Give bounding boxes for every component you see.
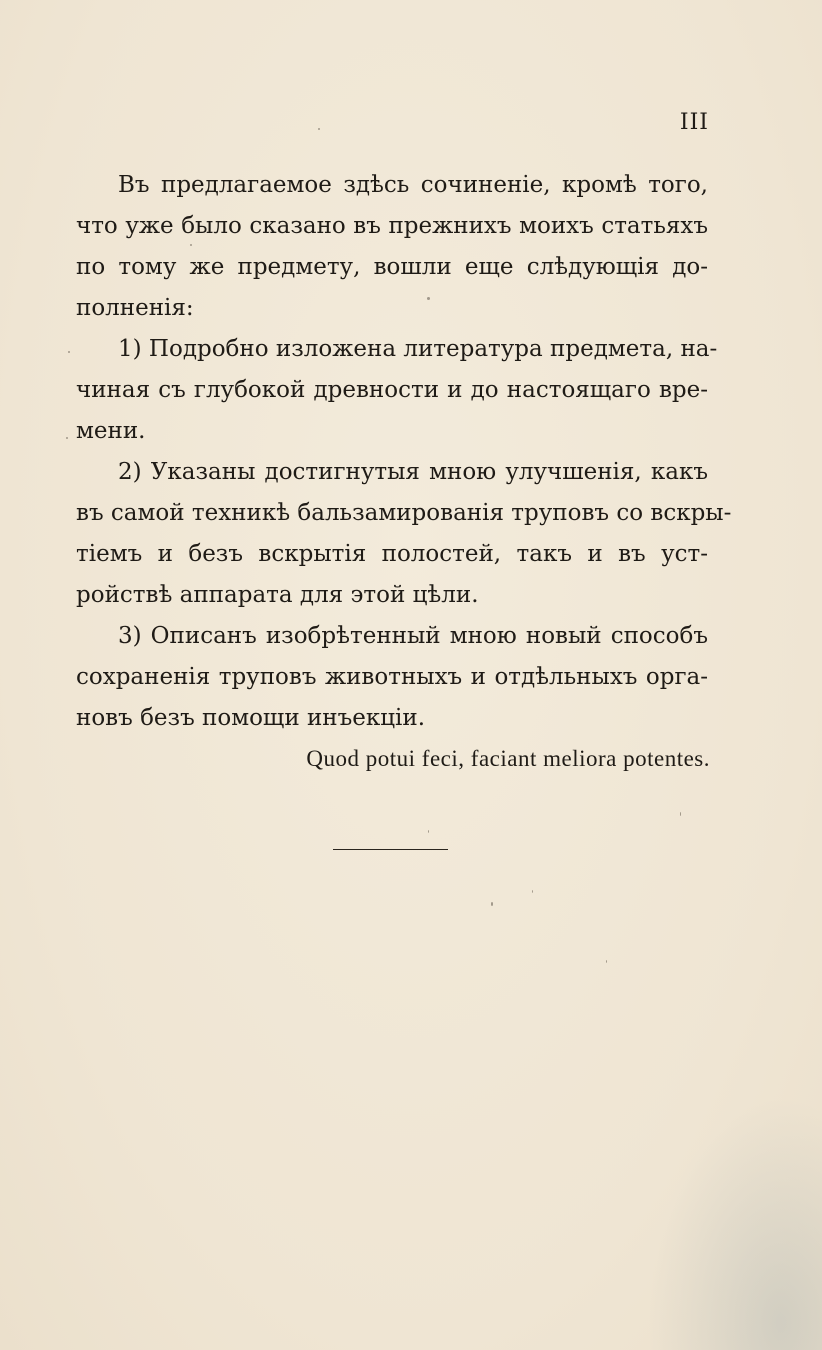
- list-item-2: [76, 452, 732, 616]
- text-line: въ самой техникѣ бальзамированія труповъ со вскры-: [76, 500, 732, 526]
- preface-text: [76, 165, 732, 739]
- text-line: чиная съ глубокой древности и до настоящаго вре-: [76, 377, 708, 403]
- paper-speck: [680, 812, 681, 816]
- text-line: ройствѣ аппарата для этой цѣли.: [76, 582, 479, 608]
- paper-speck: [318, 128, 320, 130]
- text-line: Въ предлагаемое здѣсь сочиненіе, кромѣ того,: [118, 172, 708, 198]
- section-divider: [333, 849, 448, 850]
- paper-speck: [532, 890, 533, 893]
- text-line: сохраненія труповъ животныхъ и отдѣльныхъ орга-: [76, 664, 708, 690]
- page-number: III: [679, 110, 709, 135]
- text-line: 1) Подробно изложена литература предмета, на-: [118, 336, 718, 362]
- text-line: мени.: [76, 418, 146, 444]
- text-line: полненія:: [76, 295, 194, 321]
- paper-speck: [66, 437, 68, 439]
- text-line: новъ безъ помощи инъекціи.: [76, 705, 426, 731]
- list-item-3: [76, 616, 708, 739]
- text-line: тіемъ и безъ вскрытія полостей, такъ и въ уст-: [76, 541, 708, 567]
- text-line: 3) Описанъ изобрѣтенный мною новый способъ: [118, 623, 708, 649]
- text-line: по тому же предмету, вошли еще слѣдующія до-: [76, 254, 708, 280]
- paper-speck: [427, 297, 430, 300]
- text-line: 2) Указаны достигнутыя мною улучшенія, какъ: [118, 459, 708, 485]
- paper-speck: [491, 902, 493, 906]
- text-line: что уже было сказано въ прежнихъ моихъ статьяхъ: [76, 213, 708, 239]
- list-item-1: [76, 329, 718, 452]
- paper-speck: [190, 244, 192, 246]
- latin-epigraph: Quod potui feci, faciant meliora potentes.: [306, 746, 710, 771]
- intro-paragraph: [76, 165, 708, 329]
- paper-speck: [68, 351, 70, 353]
- paper-speck: [428, 830, 429, 833]
- paper-speck: [606, 960, 607, 963]
